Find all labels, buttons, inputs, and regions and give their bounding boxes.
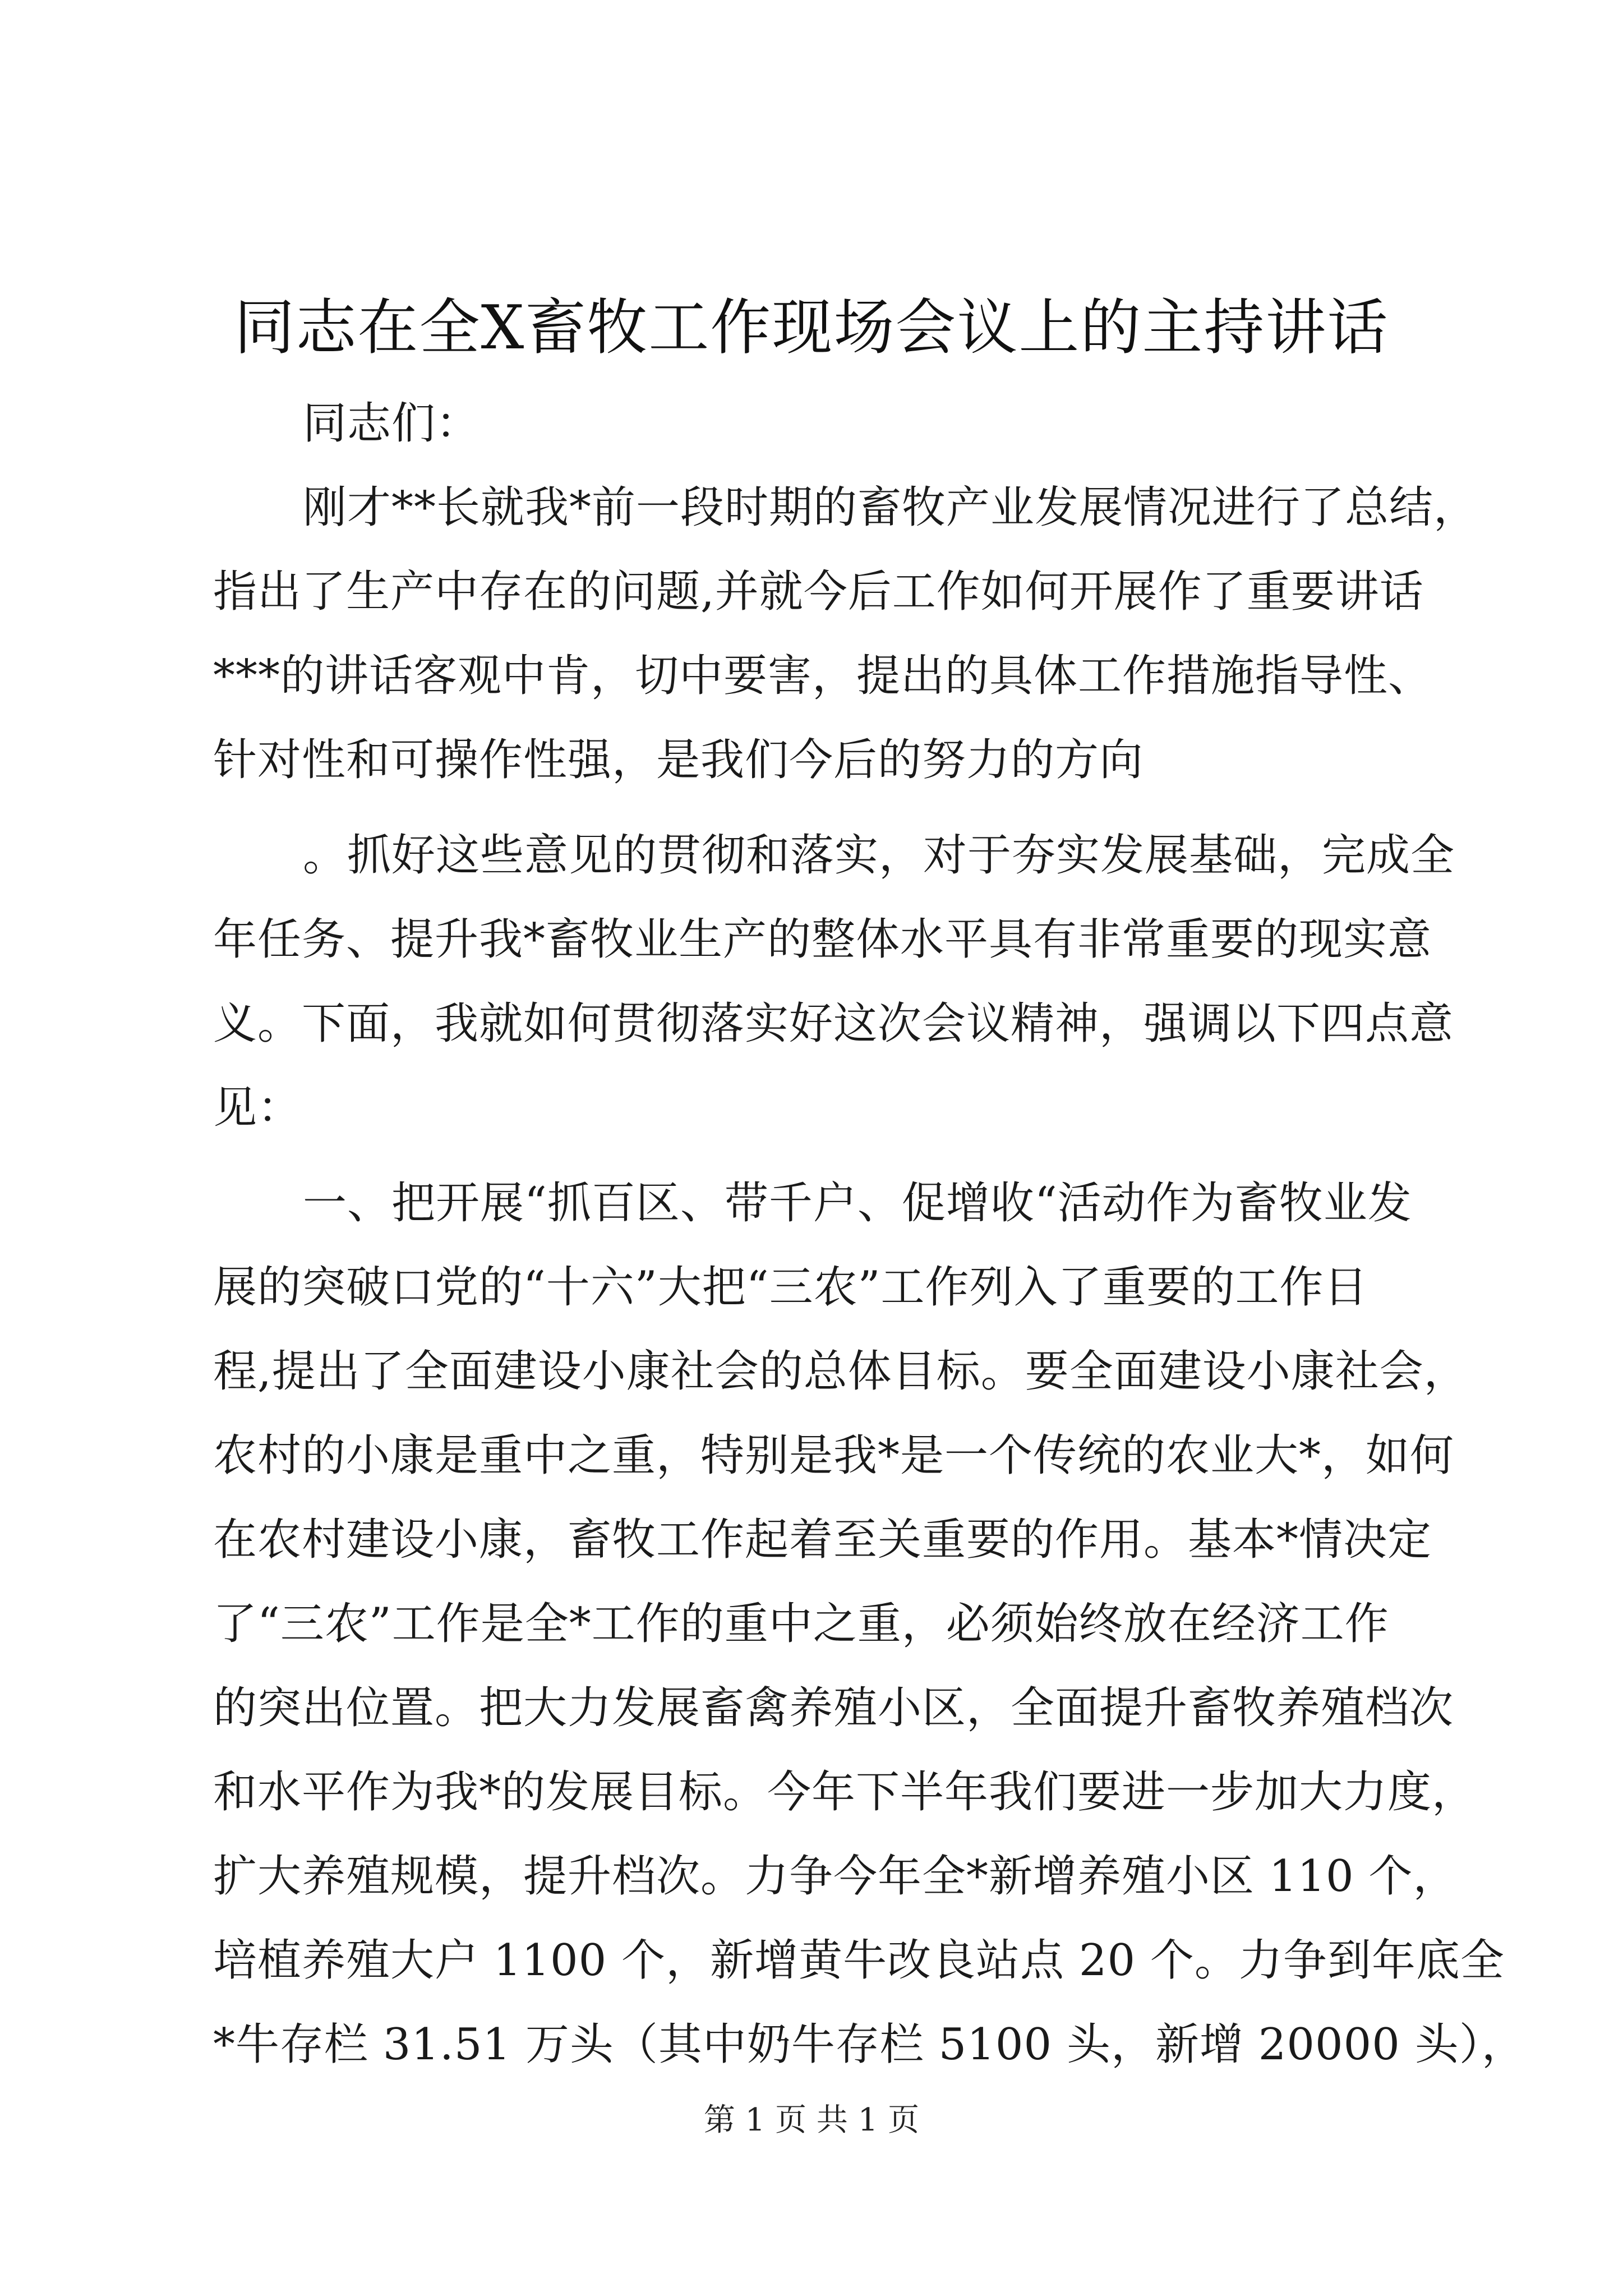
text-line: ***的讲话客观中肯，切中要害，提出的具体工作措施指导性、 (213, 651, 1433, 701)
text-line: 了“三农”工作是全*工作的重中之重，必须始终放在经济工作 (213, 1599, 1389, 1649)
text-line: 程,提出了全面建设小康社会的总体目标。要全面建设小康社会， (213, 1346, 1468, 1397)
text-line: 针对性和可操作性强，是我们今后的努力的方向 (213, 735, 1144, 785)
text-line: 农村的小康是重中之重，特别是我*是一个传统的农业大*，如何 (213, 1430, 1455, 1481)
text-line: 展的突破口党的“十六”大把“三农”工作列入了重要的工作日 (213, 1262, 1368, 1313)
document-body (213, 381, 1526, 2087)
page-number-footer: 第 1 页 共 1 页 (703, 2102, 920, 2138)
text-line: 培植养殖大户 1100 个，新增黄牛改良站点 20 个。力争到年底全 (213, 1935, 1505, 1986)
text-line: 年任务、提升我*畜牧业生产的整体水平具有非常重要的现实意 (213, 914, 1432, 965)
text-line: 和水平作为我*的发展目标。今年下半年我们要进一步加大力度， (213, 1767, 1477, 1818)
text-line: 。抓好这些意见的贯彻和落实，对于夯实发展基础，完成全 (303, 830, 1455, 881)
text-line: 在农村建设小康，畜牧工作起着至关重要的作用。基本*情决定 (213, 1515, 1432, 1565)
text-line: 义。下面，我就如何贯彻落实好这次会议精神，强调以下四点意 (213, 999, 1454, 1049)
text-line: 见： (213, 1083, 302, 1133)
paragraph-gap (213, 802, 1419, 813)
text-line: 刚才**长就我*前一段时期的畜牧产业发展情况进行了总结， (303, 482, 1478, 533)
text-line: *牛存栏 31.51 万头（其中奶牛存栏 5100 头，新增 20000 头）， (213, 2019, 1526, 2070)
text-line: 指出了生产中存在的问题,并就今后工作如何开展作了重要讲话 (213, 567, 1424, 617)
text-line-heading: 一、把开展“抓百区、带千户、促增收“活动作为畜牧业发 (303, 1178, 1412, 1228)
document-title: 同志在全X畜牧工作现场会议上的主持讲话 (234, 293, 1389, 363)
paragraph-gap (213, 1150, 1419, 1161)
text-line: 扩大养殖规模，提升档次。力争今年全*新增养殖小区 110 个， (213, 1851, 1458, 1902)
text-line: 的突出位置。把大力发展畜禽养殖小区，全面提升畜牧养殖档次 (213, 1683, 1454, 1733)
text-line-salutation: 同志们： (303, 398, 481, 449)
